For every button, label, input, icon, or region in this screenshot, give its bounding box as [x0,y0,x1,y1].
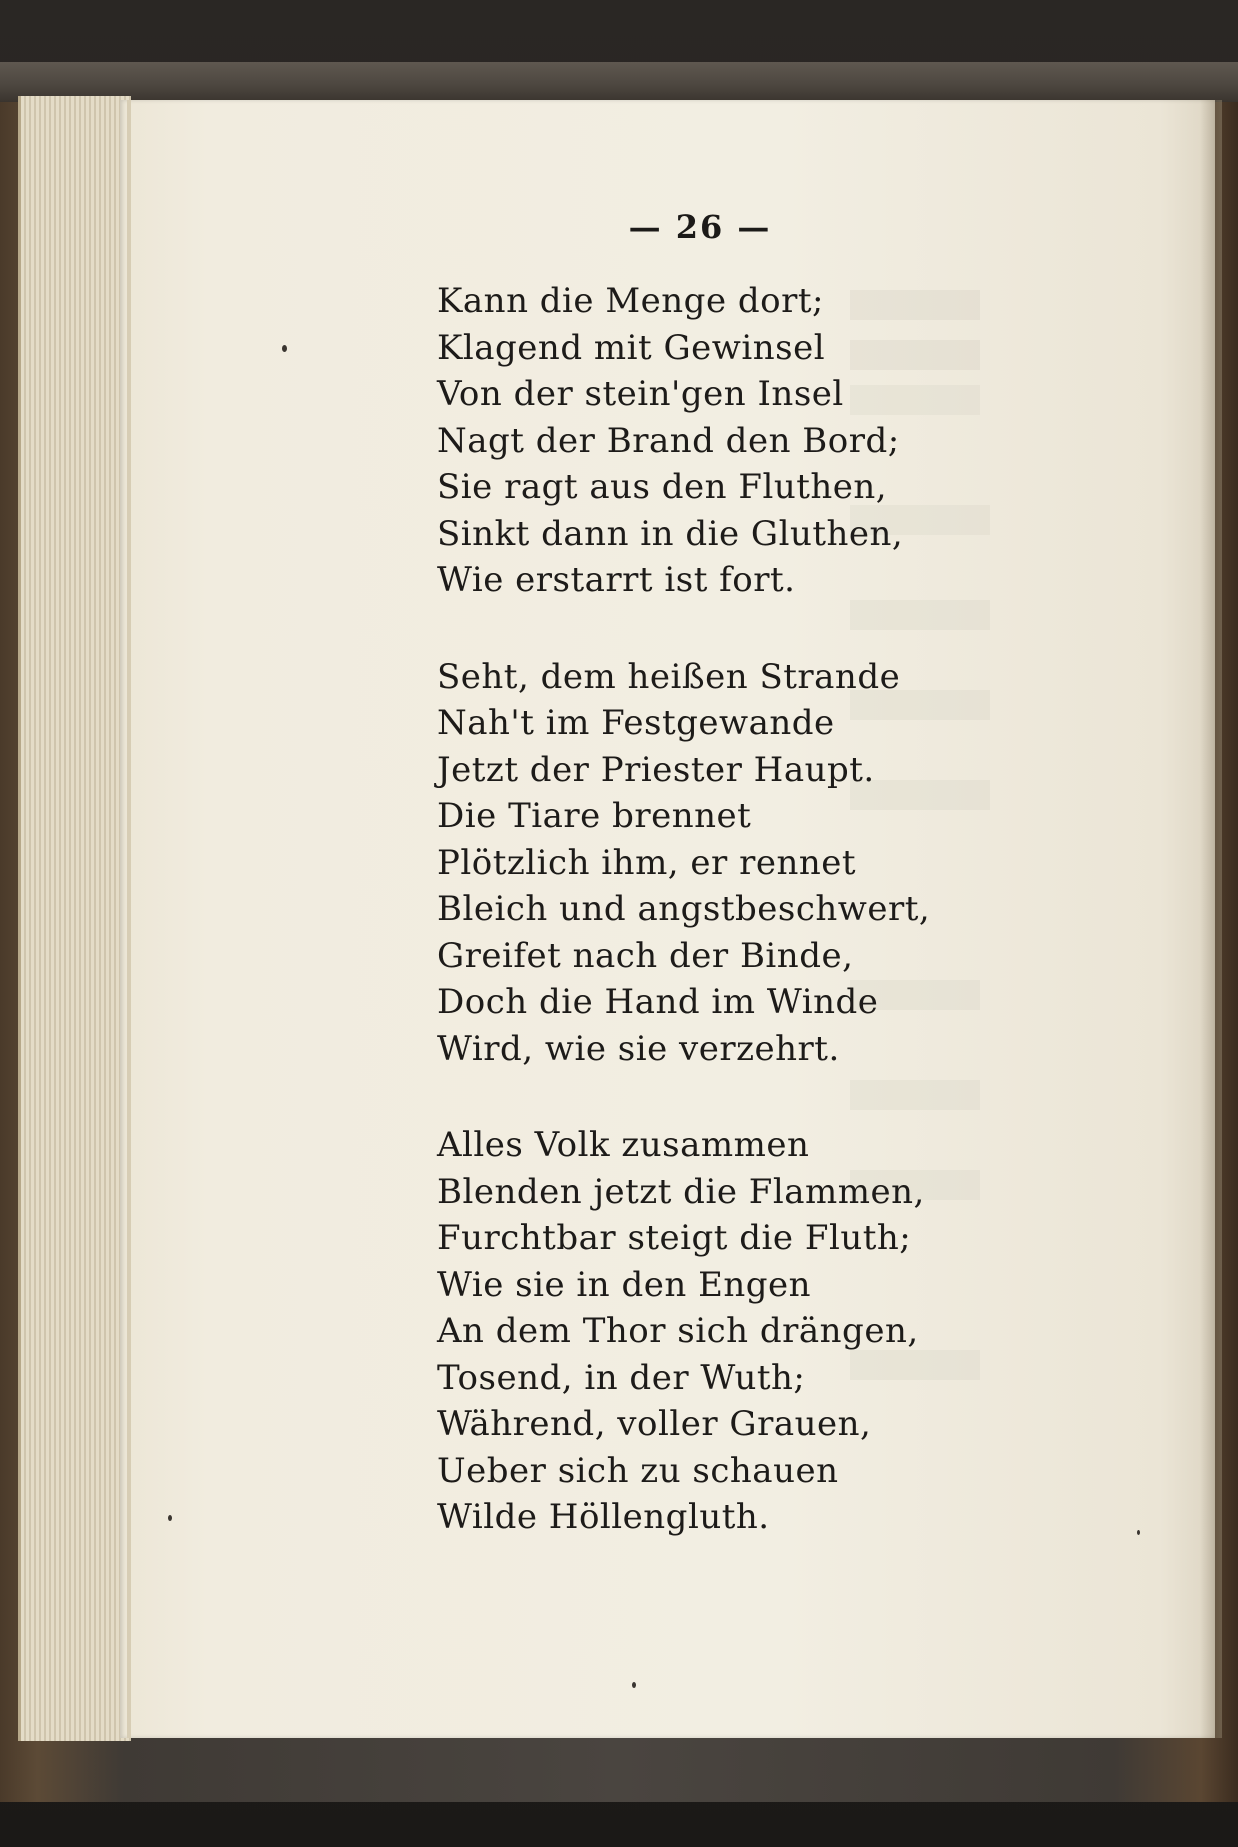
poem-line: Blenden jetzt die Flammen, [437,1171,925,1212]
poem-line: Nah't im Festgewande [437,703,835,743]
poem-line: Ueber sich zu schauen [437,1450,839,1491]
poem-line: Doch die Hand im Winde [437,982,879,1022]
poem-line: Jetzt der Priester Haupt. [437,749,875,790]
poem-line: Seht, dem heißen Strande [437,656,901,697]
poem-line: Die Tiare brennet [437,796,752,836]
page-gutter [127,100,131,1738]
page-edge-shadow [1200,100,1222,1738]
poem-line: Kann die Menge dort; [437,281,824,321]
poem-line: Plötzlich ihm, er rennet [437,842,857,883]
poem-line: Furchtbar steigt die Fluth; [437,1218,912,1258]
paper-speck [282,345,287,352]
stanza-2 [437,654,997,1073]
poem-text [437,278,997,1591]
poem-line: Klagend mit Gewinsel [437,327,826,368]
poem-line: Sinkt dann in die Gluthen, [437,513,904,554]
poem-line: Alles Volk zusammen [437,1125,810,1165]
poem-line: Wie sie in den Engen [437,1264,812,1305]
page-edges-stack [18,96,131,1741]
poem-line: Wilde Höllengluth. [437,1497,770,1537]
stanza-1 [437,278,997,604]
poem-line: Greifet nach der Binde, [437,935,854,976]
poem-line: Von der stein'gen Insel [437,374,844,414]
paper-speck [1137,1530,1140,1535]
poem-line: Nagt der Brand den Bord; [437,420,900,461]
poem-line: Während, voller Grauen, [437,1404,872,1444]
poem-line: Tosend, in der Wuth; [437,1357,806,1398]
paper-speck [632,1682,636,1688]
stanza-3 [437,1122,997,1541]
book-cover-top-edge [0,62,1238,102]
paper-speck [168,1515,172,1521]
poem-line: Bleich und angstbeschwert, [437,889,931,929]
poem-line: An dem Thor sich drängen, [437,1311,919,1351]
poem-line: Sie ragt aus den Fluthen, [437,467,888,507]
poem-line: Wird, wie sie verzehrt. [437,1028,840,1069]
page-number: — 26 — [628,208,772,246]
poem-line: Wie erstarrt ist fort. [437,560,796,600]
